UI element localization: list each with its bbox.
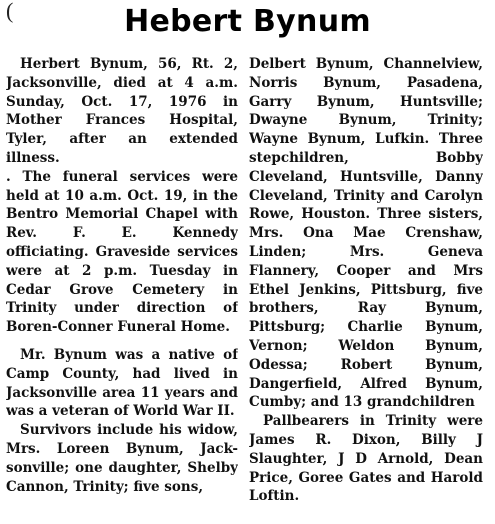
article-line: officiating. Graveside services bbox=[6, 243, 238, 260]
article-line: Cleveland, Huntsville, Danny bbox=[249, 168, 483, 185]
article-line: Herbert Bynum, 56, Rt. 2, bbox=[20, 56, 238, 72]
article-line: Jacksonville area 11 years and bbox=[6, 384, 238, 401]
article-line: Odessa; Robert Bynum, bbox=[249, 356, 483, 373]
article-line: Ethel Jenkins, Pittsburg, five bbox=[249, 281, 483, 298]
article-line: Wayne Bynum, Lufkin. Three bbox=[249, 131, 483, 148]
article-line: Linden; Mrs. Geneva bbox=[249, 243, 483, 260]
article-line: Cumby; and 13 grandchildren bbox=[249, 394, 475, 411]
article-line: Camp County, had lived in bbox=[6, 365, 238, 382]
corner-mark: ( bbox=[6, 0, 14, 23]
headline: Hebert Bynum bbox=[124, 4, 371, 39]
article-line: Norris Bynum, Pasadena, bbox=[249, 74, 483, 91]
article-line: Survivors include his widow, bbox=[20, 422, 238, 439]
article-line: Price, Goree Gates and Harold bbox=[249, 469, 483, 486]
article-line: Tyler, after an extended bbox=[6, 131, 238, 148]
left-column bbox=[6, 55, 238, 496]
article-line: James R. Dixon, Billy J bbox=[249, 431, 483, 448]
article-line: Cedar Grove Cemetery in bbox=[6, 281, 238, 298]
article-line: stepchildren, Bobby bbox=[249, 149, 483, 166]
right-column bbox=[249, 55, 483, 506]
article-line: Cannon, Trinity; five sons, bbox=[6, 478, 204, 495]
article-line: Loftin. bbox=[249, 488, 300, 505]
article-line: Mother Frances Hospital, bbox=[6, 112, 238, 129]
article-line: Dangerfield, Alfred Bynum, bbox=[249, 375, 483, 392]
article-line: Garry Bynum, Huntsville; bbox=[249, 93, 483, 110]
article-line: sonville; one daughter, Shelby bbox=[6, 459, 238, 476]
article-line: Sunday, Oct. 17, 1976 in bbox=[6, 93, 238, 110]
article-line: Boren-Conner Funeral Home. bbox=[6, 319, 230, 336]
article-line: was a veteran of World War II. bbox=[6, 403, 235, 420]
article-line: Slaughter, J D Arnold, Dean bbox=[249, 450, 483, 467]
article-line: Mrs. Loreen Bynum, Jack- bbox=[6, 440, 238, 457]
article-line: Rowe, Houston. Three sisters, bbox=[249, 206, 483, 223]
article-line: Trinity under direction of bbox=[6, 300, 238, 317]
article-line: brothers, Ray Bynum, bbox=[249, 300, 483, 317]
article-line: Rev. F. E. Kennedy bbox=[6, 225, 238, 242]
article-line: held at 10 a.m. Oct. 19, in the bbox=[6, 187, 238, 204]
article-line: . The funeral services were bbox=[6, 168, 238, 185]
article-line: were at 2 p.m. Tuesday in bbox=[6, 262, 238, 279]
article-line: Jacksonville, died at 4 a.m. bbox=[6, 74, 238, 91]
article-line: Pittsburg; Charlie Bynum, bbox=[249, 319, 483, 336]
article-line: Vernon; Weldon Bynum, bbox=[249, 337, 483, 354]
article-line: Cleveland, Trinity and Carolyn bbox=[249, 187, 483, 204]
article-line: Dwayne Bynum, Trinity; bbox=[249, 112, 483, 129]
article-line: Mrs. Ona Mae Crenshaw, bbox=[249, 225, 483, 242]
article-line: illness. bbox=[6, 149, 60, 166]
paragraph-gap bbox=[6, 337, 238, 346]
article-line: Mr. Bynum was a native of bbox=[20, 346, 238, 363]
article-line: Flannery, Cooper and Mrs bbox=[249, 262, 483, 279]
article-line: Delbert Bynum, Channelview, bbox=[249, 56, 483, 72]
article-line: Pallbearers in Trinity were bbox=[263, 413, 483, 430]
article-line: Bentro Memorial Chapel with bbox=[6, 206, 238, 223]
